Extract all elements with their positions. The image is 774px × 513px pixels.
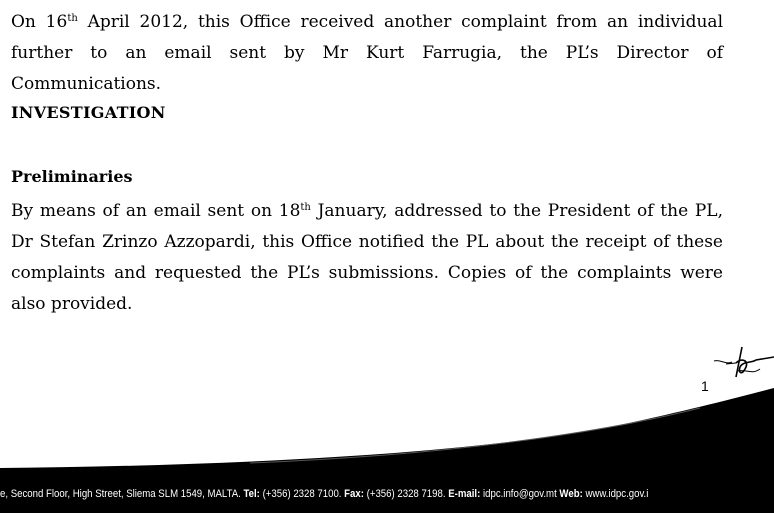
- footer-web: www.idpc.gov.i: [585, 488, 649, 500]
- footer-contact-line: [0, 488, 648, 500]
- footer-email: idpc.info@gov.mt: [482, 488, 557, 500]
- footer-tel: (+356) 2328 7100.: [262, 488, 342, 500]
- heading-preliminaries: Preliminaries: [11, 167, 133, 186]
- footer-fax-label: Fax:: [344, 488, 364, 500]
- footer-email-label: E-mail:: [448, 488, 481, 500]
- paragraph-complaint: On 16th April 2012, this Office received another complaint from an individual further to an email sent by Mr Kurt Farrugia, the PL’s Director of Communications.: [11, 12, 724, 94]
- signature-mark: [712, 343, 774, 383]
- footer-fax: (+356) 2328 7198.: [366, 488, 446, 500]
- page-number: 1: [701, 378, 709, 394]
- heading-investigation: INVESTIGATION: [11, 103, 166, 122]
- footer-web-label: Web:: [559, 488, 583, 500]
- paragraph-preliminaries: By means of an email sent on 18th January, addressed to the President of the PL, Dr Stefan Zrinzo Azzopardi, this Office notified the PL about the receipt of these complaints and requested the PL’s submissions. Copies of the complaints were also provided.: [11, 201, 724, 314]
- footer-address: e, Second Floor, High Street, Sliema SLM 1549, MALTA.: [0, 488, 241, 500]
- footer-tel-label: Tel:: [243, 488, 260, 500]
